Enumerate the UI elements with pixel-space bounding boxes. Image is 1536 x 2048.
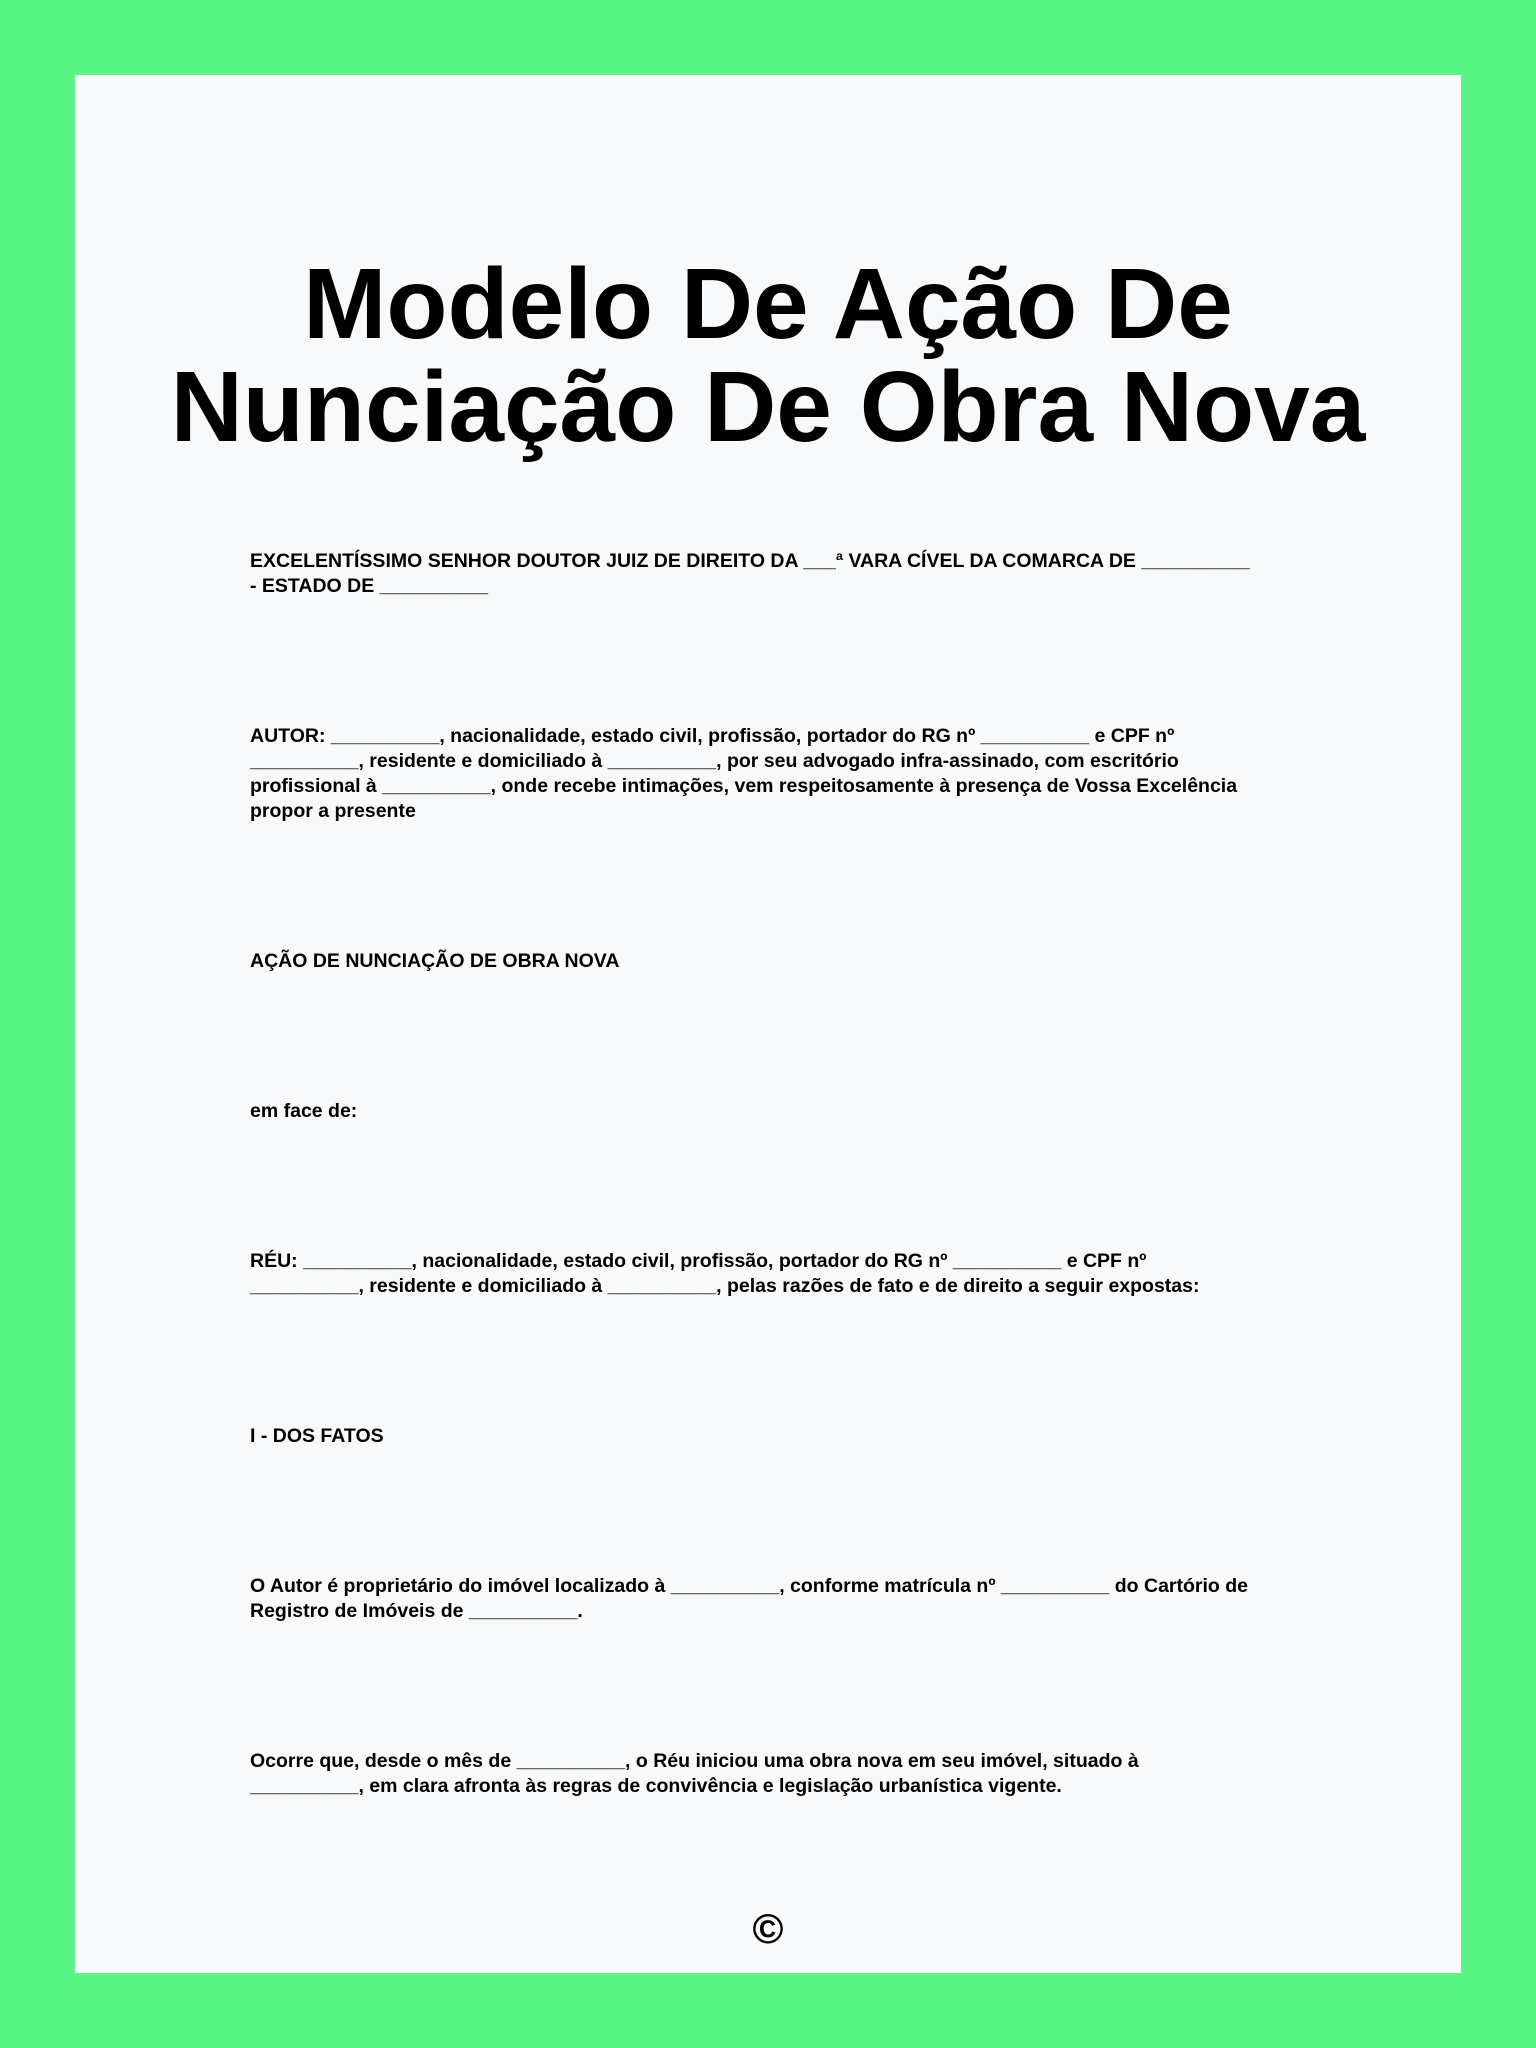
- action-heading: AÇÃO DE NUNCIAÇÃO DE OBRA NOVA: [250, 950, 620, 972]
- against-paragraph: em face de:: [250, 1100, 358, 1122]
- defendant-paragraph: RÉU: __________, nacionalidade, estado civil, profissão, portador do RG nº __________ e CPF nº __________, residente e domiciliado à __________, pelas razões de fato e de direito a seguir expostas:: [250, 1250, 1200, 1297]
- document-title: [75, 248, 1461, 463]
- court-address-paragraph: EXCELENTÍSSIMO SENHOR DOUTOR JUIZ DE DIREITO DA ___ª VARA CÍVEL DA COMARCA DE __________ - ESTADO DE __________: [250, 550, 1250, 597]
- construction-paragraph: Ocorre que, desde o mês de __________, o Réu iniciou uma obra nova em seu imóvel, situado à __________, em clara afronta às regras de convivência e legislação urbanística vigente.: [250, 1750, 1139, 1797]
- plaintiff-paragraph: AUTOR: __________, nacionalidade, estado civil, profissão, portador do RG nº __________ e CPF nº __________, residente e domiciliado à __________, por seu advogado infra-assinado, com escritório profissional à __________, onde recebe intimações, vem respeitosamente à presença de Vossa Excelência propor a presente: [250, 725, 1238, 822]
- copyright-icon: ©: [752, 1905, 784, 1952]
- document-page: [75, 75, 1461, 1973]
- facts-heading: I - DOS FATOS: [250, 1425, 384, 1447]
- property-paragraph: O Autor é proprietário do imóvel localizado à __________, conforme matrícula nº __________ do Cartório de Registro de Imóveis de __________.: [250, 1575, 1249, 1622]
- title-line-1: Modelo De Ação De: [303, 248, 1233, 360]
- title-line-2: Nunciação De Obra Nova: [170, 351, 1366, 463]
